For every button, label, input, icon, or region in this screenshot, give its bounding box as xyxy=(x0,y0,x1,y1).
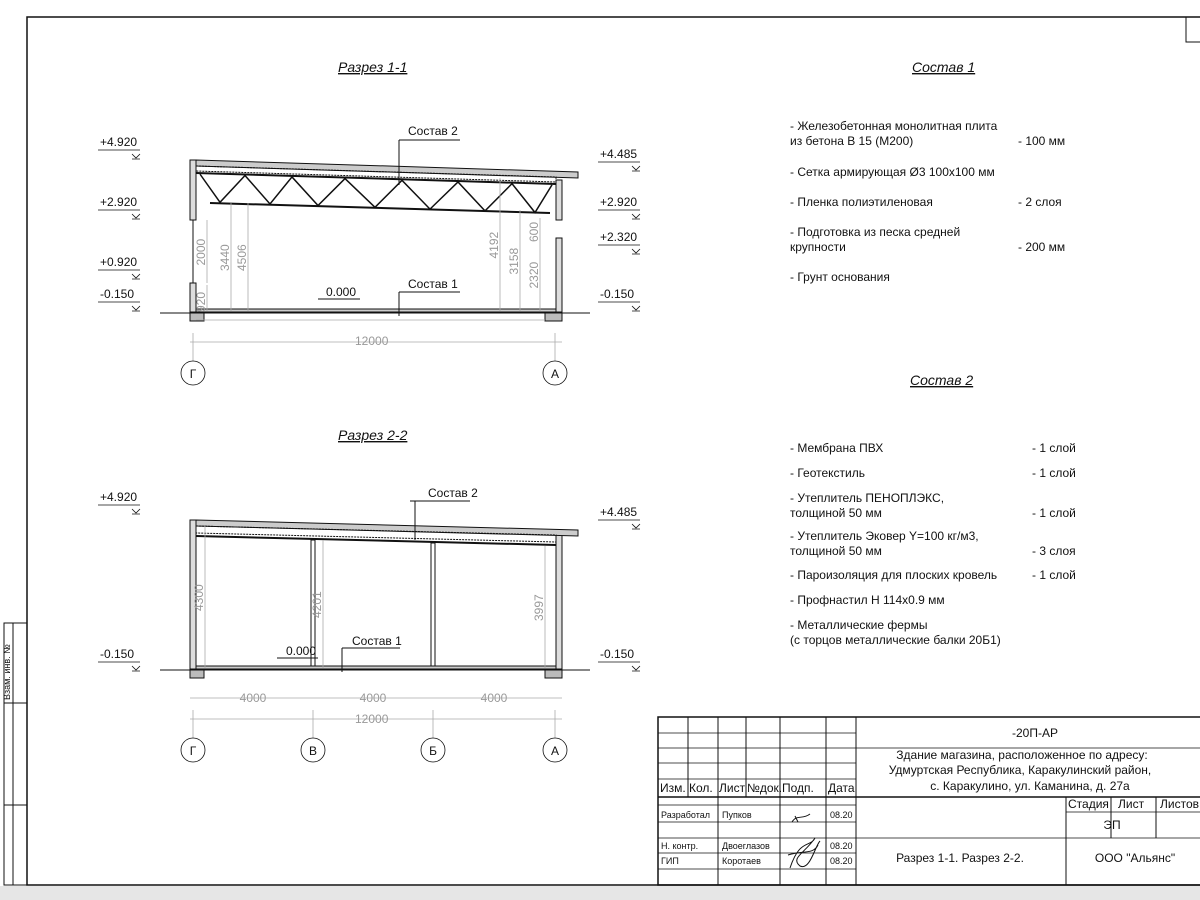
dimension-value: 2000 xyxy=(194,238,208,266)
section-1-title: Разрез 1-1 xyxy=(338,59,408,75)
header-cell: №док. xyxy=(747,781,783,795)
address-line: Здание магазина, расположенное по адресу: xyxy=(896,748,1148,762)
roof-truss xyxy=(196,173,556,213)
dimension-value: 3440 xyxy=(218,244,232,271)
composition-item: - Пароизоляция для плоских кровель xyxy=(790,568,998,582)
header-cell: Кол. xyxy=(689,781,713,795)
stage-value: ЭП xyxy=(1103,818,1121,832)
role-cell: ГИП xyxy=(661,856,679,866)
composition-value: - 1 слой xyxy=(1032,466,1076,480)
level-arrow-icon xyxy=(132,666,140,671)
level-arrow-icon xyxy=(632,166,640,171)
composition-item: - Профнастил Н 114х0.9 мм xyxy=(790,593,945,607)
level-arrow-icon xyxy=(632,249,640,254)
section-2-2 xyxy=(98,427,640,762)
date-cell: 08.20 xyxy=(830,856,853,866)
grid-axis-label: Г xyxy=(189,744,197,758)
header-cell: Изм. xyxy=(660,781,686,795)
name-cell: Пупков xyxy=(722,810,752,820)
composition-item: - Утеплитель Эковер Y=100 кг/м3, xyxy=(790,529,979,543)
composition-value: - 1 слой xyxy=(1032,568,1076,582)
level-mark: -0.150 xyxy=(100,647,135,661)
dimension-value: 3997 xyxy=(532,594,546,621)
composition-value: - 200 мм xyxy=(1018,240,1066,254)
signature xyxy=(792,814,810,822)
grid-axis-label: А xyxy=(550,367,560,381)
level-arrow-icon xyxy=(132,154,140,159)
level-arrow-icon xyxy=(632,306,640,311)
bay-dimension: 4000 xyxy=(480,691,508,705)
level-mark: -0.150 xyxy=(600,287,635,301)
composition-item: - Сетка армирующая Ø3 100х100 мм xyxy=(790,165,995,179)
composition-item: - Пленка полиэтиленовая xyxy=(790,195,933,209)
level-arrow-icon xyxy=(632,214,640,219)
composition-item: - Геотекстиль xyxy=(790,466,865,480)
section-2-title: Разрез 2-2 xyxy=(338,427,408,443)
level-mark: -0.150 xyxy=(100,287,135,301)
span-dimension: 12000 xyxy=(355,712,389,726)
level-mark: -0.150 xyxy=(600,647,635,661)
dimension-value: 600 xyxy=(527,221,541,242)
level-arrow-icon xyxy=(132,214,140,219)
right-wall-upper xyxy=(556,180,562,220)
corner-box xyxy=(1186,17,1200,42)
level-mark: +4.920 xyxy=(100,490,138,504)
level-mark: +0.920 xyxy=(100,255,138,269)
level-mark: +4.920 xyxy=(100,135,138,149)
truss-bottom-chord xyxy=(210,203,550,213)
level-mark: +2.920 xyxy=(600,195,638,209)
composition-item: толщиной 50 мм xyxy=(790,544,882,558)
floor-level: 0.000 xyxy=(286,644,317,658)
title-block xyxy=(658,717,1200,885)
dimension-value: 4300 xyxy=(192,584,206,611)
dimension-value: 920 xyxy=(194,291,208,312)
level-arrow-icon xyxy=(132,509,140,514)
right-wall xyxy=(556,532,562,678)
dimension-value: 4506 xyxy=(235,244,249,271)
composition-item: толщиной 50 мм xyxy=(790,506,882,520)
header-cell: Лист xyxy=(719,781,746,795)
name-cell: Двоеглазов xyxy=(722,841,770,851)
right-wall-lower xyxy=(556,238,562,320)
grid-axis-label: Б xyxy=(429,744,437,758)
left-wall-upper xyxy=(190,160,196,220)
bottom-bar xyxy=(0,886,1200,900)
composition-item: - Металлические фермы xyxy=(790,618,928,632)
level-arrow-icon xyxy=(632,524,640,529)
composition-value: - 1 слой xyxy=(1032,441,1076,455)
side-stamp-label: Взам. инв. № xyxy=(2,644,12,700)
project-code: -20П-АР xyxy=(1012,726,1058,740)
floor-composition-label: Состав 1 xyxy=(352,634,402,648)
grid-axis-label: В xyxy=(308,744,318,758)
span-dimension: 12000 xyxy=(355,334,389,348)
floor-composition-label: Состав 1 xyxy=(408,277,458,291)
company-name: ООО "Альянс" xyxy=(1094,851,1176,865)
composition-1-title: Состав 1 xyxy=(912,59,976,75)
section-1-1 xyxy=(98,59,640,385)
truss-web xyxy=(200,174,552,212)
roof-composition-label: Состав 2 xyxy=(428,486,478,500)
level-arrow-icon xyxy=(632,666,640,671)
composition-item: (с торцов металлические балки 20Б1) xyxy=(790,633,1001,647)
name-cell: Коротаев xyxy=(722,856,761,866)
stage-header: Стадия xyxy=(1068,797,1109,811)
sheet-title: Разрез 1-1. Разрез 2-2. xyxy=(896,851,1024,865)
stage-header: Лист xyxy=(1118,797,1145,811)
floor-slab xyxy=(196,666,556,669)
dimension-value: 3158 xyxy=(507,247,521,275)
date-cell: 08.20 xyxy=(830,841,853,851)
bay-dimension: 4000 xyxy=(359,691,387,705)
column-b xyxy=(431,543,435,668)
dimension-value: 2320 xyxy=(527,261,541,289)
level-mark: +2.920 xyxy=(100,195,138,209)
composition-item: - Подготовка из песка средней xyxy=(790,225,961,239)
role-cell: Н. контр. xyxy=(661,841,699,851)
header-cell: Подп. xyxy=(782,781,814,795)
dimension-value: 4201 xyxy=(310,591,324,618)
address-line: с. Каракулино, ул. Каманина, д. 27а xyxy=(930,779,1130,793)
composition-value: - 2 слоя xyxy=(1018,195,1062,209)
composition-1-list xyxy=(790,119,1065,284)
address-line: Удмуртская Республика, Каракулинский район, xyxy=(888,763,1152,777)
composition-value: - 100 мм xyxy=(1018,134,1066,148)
composition-2-title: Состав 2 xyxy=(910,372,974,388)
level-arrow-icon xyxy=(132,274,140,279)
bay-dimension: 4000 xyxy=(239,691,267,705)
date-cell: 08.20 xyxy=(830,810,853,820)
dimension-value: 4192 xyxy=(487,231,501,259)
floor-level: 0.000 xyxy=(326,285,357,299)
floor-slab xyxy=(196,309,556,312)
roof-slab xyxy=(196,520,578,536)
grid-axis-label: А xyxy=(550,744,560,758)
header-cell: Дата xyxy=(828,781,855,795)
roof-composition-label: Состав 2 xyxy=(408,124,458,138)
level-mark: +4.485 xyxy=(600,147,638,161)
side-stamp xyxy=(2,623,27,885)
composition-item: из бетона В 15 (М200) xyxy=(790,134,914,148)
stage-header: Листов xyxy=(1160,797,1199,811)
section-1-dimensions xyxy=(194,178,541,312)
composition-item: - Железобетонная монолитная плита xyxy=(790,119,998,133)
composition-item: крупности xyxy=(790,240,846,254)
level-mark: +4.485 xyxy=(600,505,638,519)
composition-value: - 3 слоя xyxy=(1032,544,1076,558)
level-mark: +2.320 xyxy=(600,230,638,244)
composition-item: - Утеплитель ПЕНОПЛЭКС, xyxy=(790,491,945,505)
level-arrow-icon xyxy=(132,306,140,311)
composition-item: - Мембрана ПВХ xyxy=(790,441,884,455)
composition-2-list xyxy=(790,441,1076,647)
composition-value: - 1 слой xyxy=(1032,506,1076,520)
role-cell: Разработал xyxy=(661,810,710,820)
composition-item: - Грунт основания xyxy=(790,270,890,284)
grid-axis-label: Г xyxy=(189,367,197,381)
